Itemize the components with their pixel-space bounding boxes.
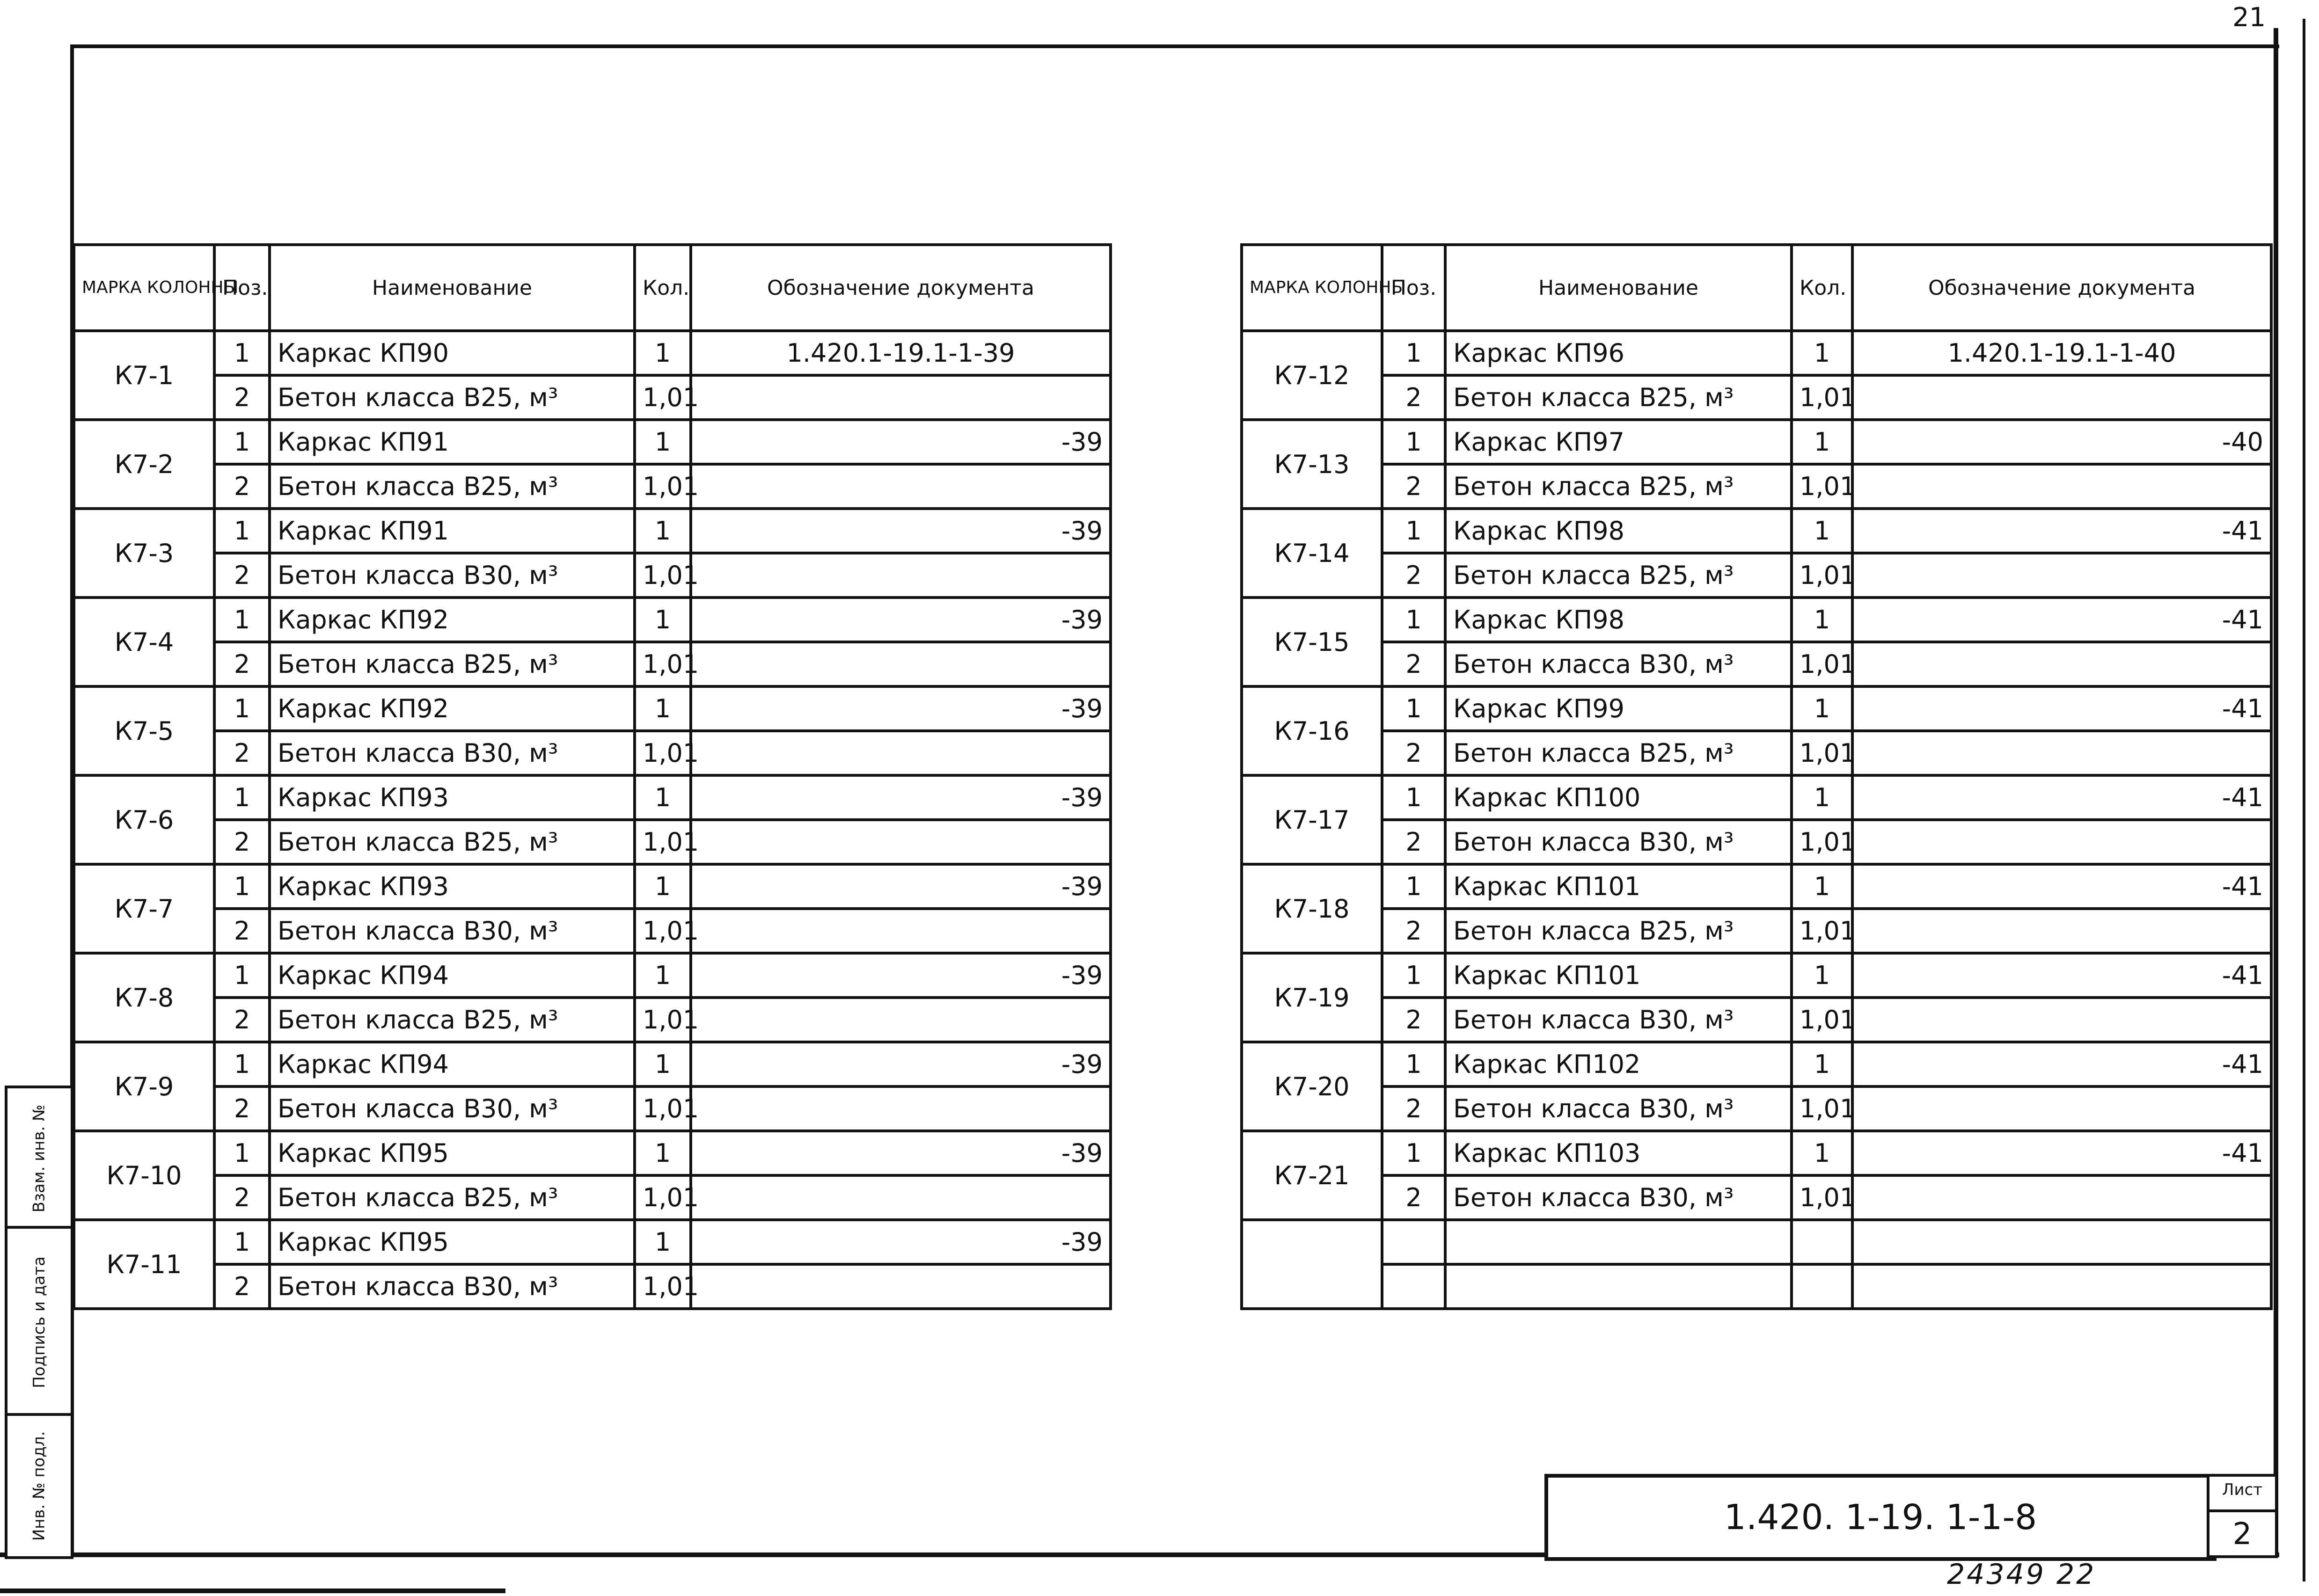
position-cell: 2: [1382, 820, 1445, 864]
document-cell: [1852, 1175, 2271, 1220]
table-row: [1242, 775, 2271, 820]
table-row: [74, 331, 1111, 375]
qty-cell: 1,01: [1792, 998, 1852, 1042]
position-cell: 2: [214, 1175, 270, 1220]
qty-cell: 1,01: [1792, 909, 1852, 953]
position-cell: 2: [1382, 553, 1445, 598]
qty-cell: 1: [1792, 1131, 1852, 1175]
empty-cell: [1382, 1220, 1445, 1264]
column-mark: К7-17: [1242, 775, 1382, 864]
qty-cell: 1: [1792, 331, 1852, 375]
name-cell: Каркас КП95: [270, 1220, 635, 1264]
qty-cell: 1,01: [635, 1264, 691, 1309]
name-cell: Каркас КП102: [1445, 1042, 1792, 1086]
sheet-label: Лист: [2222, 1480, 2263, 1499]
position-cell: 2: [1382, 1086, 1445, 1131]
name-cell: Каркас КП90: [270, 331, 635, 375]
name-cell: Бетон класса В25, м³: [1445, 375, 1792, 420]
position-cell: 2: [1382, 731, 1445, 775]
page-edge-bottom: [0, 1589, 505, 1593]
position-cell: 1: [1382, 1042, 1445, 1086]
name-cell: Бетон класса В30, м³: [270, 1086, 635, 1131]
empty-cell: [1445, 1220, 1792, 1264]
document-cell: 1.420.1-19.1-1-39: [691, 331, 1111, 375]
name-cell: Каркас КП100: [1445, 775, 1792, 820]
table-row: [1242, 509, 2271, 553]
document-cell: [691, 909, 1111, 953]
name-cell: Бетон класса В30, м³: [1445, 1086, 1792, 1131]
name-cell: Каркас КП95: [270, 1131, 635, 1175]
qty-cell: 1: [1792, 686, 1852, 731]
empty-cell: [1792, 1220, 1852, 1264]
empty-row: [1242, 1220, 2271, 1264]
name-cell: Каркас КП101: [1445, 864, 1792, 909]
document-cell: -39: [691, 598, 1111, 642]
qty-cell: 1,01: [635, 998, 691, 1042]
side-label-vzam-inv: Взам. инв. №: [29, 1104, 49, 1213]
position-cell: 2: [214, 1086, 270, 1131]
table-row: [1242, 598, 2271, 642]
name-cell: Каркас КП94: [270, 1042, 635, 1086]
frame-right: [2274, 28, 2278, 1556]
name-cell: Бетон класса В25, м³: [1445, 909, 1792, 953]
table-row: [1242, 1042, 2271, 1086]
name-cell: Каркас КП103: [1445, 1131, 1792, 1175]
qty-cell: 1: [635, 686, 691, 731]
name-cell: Каркас КП98: [1445, 509, 1792, 553]
name-cell: Бетон класса В30, м³: [270, 553, 635, 598]
name-cell: Бетон класса В25, м³: [1445, 731, 1792, 775]
qty-cell: 1,01: [635, 1086, 691, 1131]
table-row: [1242, 1131, 2271, 1175]
document-cell: [1852, 553, 2271, 598]
name-cell: Каркас КП94: [270, 953, 635, 998]
table-row: [74, 464, 1111, 509]
position-cell: 2: [214, 731, 270, 775]
column-mark: К7-14: [1242, 509, 1382, 598]
title-block: [1544, 1474, 2217, 1561]
header-name: Наименование: [270, 245, 635, 331]
name-cell: Бетон класса В25, м³: [270, 820, 635, 864]
position-cell: 2: [214, 464, 270, 509]
document-cell: [691, 464, 1111, 509]
table-row: [74, 864, 1111, 909]
name-cell: Бетон класса В25, м³: [1445, 464, 1792, 509]
column-mark: К7-19: [1242, 953, 1382, 1042]
sheet-number-box: [2207, 1474, 2278, 1558]
qty-cell: 1,01: [1792, 642, 1852, 686]
table-row: [1242, 998, 2271, 1042]
table-row: [74, 1086, 1111, 1131]
side-cell-signature-date: [5, 1226, 73, 1419]
position-cell: 2: [214, 642, 270, 686]
empty-cell: [1792, 1264, 1852, 1309]
qty-cell: 1,01: [635, 553, 691, 598]
empty-cell: [1852, 1264, 2271, 1309]
document-cell: [691, 820, 1111, 864]
name-cell: Каркас КП93: [270, 775, 635, 820]
name-cell: Бетон класса В30, м³: [270, 909, 635, 953]
table-row: [74, 1220, 1111, 1264]
qty-cell: 1,01: [635, 1175, 691, 1220]
qty-cell: 1,01: [635, 820, 691, 864]
position-cell: 2: [214, 820, 270, 864]
qty-cell: 1: [635, 775, 691, 820]
document-designation: 1.420. 1-19. 1-1-8: [1724, 1497, 2037, 1538]
name-cell: Каркас КП99: [1445, 686, 1792, 731]
qty-cell: 1,01: [1792, 464, 1852, 509]
document-cell: [1852, 998, 2271, 1042]
empty-cell: [1445, 1264, 1792, 1309]
qty-cell: 1,01: [1792, 553, 1852, 598]
qty-cell: 1: [635, 1220, 691, 1264]
qty-cell: 1,01: [1792, 820, 1852, 864]
empty-cell: [1852, 1220, 2271, 1264]
document-cell: [1852, 1086, 2271, 1131]
header-mark: МАРКА КОЛОННЫ: [1242, 245, 1382, 331]
position-cell: 1: [214, 864, 270, 909]
position-cell: 1: [214, 686, 270, 731]
document-cell: [691, 1086, 1111, 1131]
table-row: [1242, 909, 2271, 953]
position-cell: 1: [214, 1042, 270, 1086]
qty-cell: 1: [635, 509, 691, 553]
document-cell: -41: [1852, 775, 2271, 820]
qty-cell: 1: [1792, 598, 1852, 642]
table-row: [1242, 1086, 2271, 1131]
position-cell: 2: [1382, 375, 1445, 420]
document-cell: -39: [691, 1131, 1111, 1175]
column-mark: К7-10: [74, 1131, 214, 1220]
document-cell: [691, 1264, 1111, 1309]
document-cell: [1852, 375, 2271, 420]
position-cell: 1: [1382, 1131, 1445, 1175]
name-cell: Бетон класса В25, м³: [270, 1175, 635, 1220]
side-cell-vzam-inv: [5, 1086, 73, 1232]
document-cell: -39: [691, 775, 1111, 820]
column-mark: К7-11: [74, 1220, 214, 1309]
qty-cell: 1,01: [635, 731, 691, 775]
document-cell: -41: [1852, 864, 2271, 909]
table-row: [74, 1042, 1111, 1086]
column-mark: К7-2: [74, 420, 214, 509]
name-cell: Каркас КП92: [270, 598, 635, 642]
table-row: [74, 731, 1111, 775]
header-mark: МАРКА КОЛОННЫ: [74, 245, 214, 331]
document-cell: -39: [691, 509, 1111, 553]
qty-cell: 1,01: [1792, 1175, 1852, 1220]
side-label-signature-date: Подпись и дата: [29, 1256, 49, 1388]
document-cell: [1852, 464, 2271, 509]
position-cell: 1: [214, 420, 270, 464]
position-cell: 1: [214, 331, 270, 375]
header-pos: Поз.: [214, 245, 270, 331]
qty-cell: 1,01: [635, 642, 691, 686]
position-cell: 1: [214, 1131, 270, 1175]
table-row: [1242, 731, 2271, 775]
side-cell-inv-original: [5, 1413, 73, 1559]
qty-cell: 1: [635, 598, 691, 642]
position-cell: 2: [1382, 1175, 1445, 1220]
table-row: [74, 420, 1111, 464]
table-row: [74, 909, 1111, 953]
document-cell: -41: [1852, 686, 2271, 731]
table-row: [74, 1264, 1111, 1309]
position-cell: 1: [1382, 775, 1445, 820]
sheet-box-divider: [2209, 1509, 2275, 1512]
corner-sheet-number: 21: [2232, 2, 2266, 33]
position-cell: 1: [214, 1220, 270, 1264]
column-mark: К7-1: [74, 331, 214, 420]
left-spec-table: [73, 243, 1112, 1310]
document-cell: -41: [1852, 953, 2271, 998]
column-mark: К7-16: [1242, 686, 1382, 775]
document-cell: [691, 642, 1111, 686]
position-cell: 1: [1382, 953, 1445, 998]
right-spec-table: [1240, 243, 2273, 1310]
table-row: [1242, 464, 2271, 509]
name-cell: Бетон класса В30, м³: [270, 731, 635, 775]
name-cell: Каркас КП98: [1445, 598, 1792, 642]
document-cell: -39: [691, 686, 1111, 731]
column-mark: К7-15: [1242, 598, 1382, 686]
column-mark: К7-6: [74, 775, 214, 864]
document-cell: [691, 998, 1111, 1042]
position-cell: 1: [1382, 420, 1445, 464]
qty-cell: 1: [635, 953, 691, 998]
qty-cell: 1: [1792, 1042, 1852, 1086]
position-cell: 2: [214, 553, 270, 598]
column-mark: [1242, 1220, 1382, 1309]
table-row: [74, 820, 1111, 864]
sheet-number: 2: [2232, 1517, 2252, 1552]
position-cell: 1: [1382, 331, 1445, 375]
column-mark: К7-20: [1242, 1042, 1382, 1131]
position-cell: 1: [1382, 864, 1445, 909]
document-cell: [1852, 820, 2271, 864]
qty-cell: 1: [1792, 864, 1852, 909]
column-mark: К7-7: [74, 864, 214, 953]
table-row: [74, 686, 1111, 731]
frame-top: [70, 44, 2279, 48]
qty-cell: 1,01: [1792, 375, 1852, 420]
column-mark: К7-4: [74, 598, 214, 686]
document-cell: [691, 375, 1111, 420]
document-cell: -41: [1852, 1131, 2271, 1175]
header-pos: Поз.: [1382, 245, 1445, 331]
document-cell: -41: [1852, 509, 2271, 553]
table-row: [1242, 820, 2271, 864]
name-cell: Каркас КП93: [270, 864, 635, 909]
column-mark: К7-3: [74, 509, 214, 598]
position-cell: 1: [1382, 509, 1445, 553]
document-cell: -39: [691, 864, 1111, 909]
qty-cell: 1,01: [635, 375, 691, 420]
position-cell: 2: [214, 1264, 270, 1309]
name-cell: Бетон класса В25, м³: [270, 998, 635, 1042]
table-row: [74, 642, 1111, 686]
document-cell: -39: [691, 420, 1111, 464]
table-header-row: [1242, 245, 2271, 331]
table-row: [1242, 864, 2271, 909]
document-cell: 1.420.1-19.1-1-40: [1852, 331, 2271, 375]
header-doc: Обозначение документа: [691, 245, 1111, 331]
table-row: [74, 375, 1111, 420]
name-cell: Каркас КП92: [270, 686, 635, 731]
name-cell: Бетон класса В30, м³: [1445, 642, 1792, 686]
name-cell: Бетон класса В25, м³: [270, 642, 635, 686]
position-cell: 2: [1382, 998, 1445, 1042]
position-cell: 1: [214, 598, 270, 642]
table-row: [1242, 420, 2271, 464]
qty-cell: 1: [1792, 420, 1852, 464]
table-row: [74, 953, 1111, 998]
column-mark: К7-13: [1242, 420, 1382, 509]
qty-cell: 1: [635, 331, 691, 375]
table-row: [74, 509, 1111, 553]
document-cell: [1852, 731, 2271, 775]
header-qty: Кол.: [635, 245, 691, 331]
document-cell: -41: [1852, 598, 2271, 642]
qty-cell: 1: [635, 420, 691, 464]
qty-cell: 1: [635, 1131, 691, 1175]
column-mark: К7-5: [74, 686, 214, 775]
qty-cell: 1: [1792, 953, 1852, 998]
table-row: [1242, 642, 2271, 686]
table-row: [1242, 686, 2271, 731]
document-cell: [691, 553, 1111, 598]
qty-cell: 1,01: [1792, 1086, 1852, 1131]
qty-cell: 1,01: [635, 464, 691, 509]
qty-cell: 1: [1792, 509, 1852, 553]
name-cell: Бетон класса В25, м³: [270, 464, 635, 509]
document-cell: -39: [691, 1042, 1111, 1086]
position-cell: 1: [1382, 686, 1445, 731]
document-cell: -41: [1852, 1042, 2271, 1086]
table-row: [74, 775, 1111, 820]
name-cell: Бетон класса В30, м³: [1445, 998, 1792, 1042]
column-mark: К7-8: [74, 953, 214, 1042]
table-header-row: [74, 245, 1111, 331]
qty-cell: 1: [1792, 775, 1852, 820]
position-cell: 2: [1382, 464, 1445, 509]
position-cell: 1: [1382, 598, 1445, 642]
page-edge-right: [2303, 19, 2305, 1581]
name-cell: Каркас КП91: [270, 509, 635, 553]
position-cell: 1: [214, 953, 270, 998]
table-row: [1242, 331, 2271, 375]
table-row: [1242, 553, 2271, 598]
name-cell: Бетон класса В25, м³: [270, 375, 635, 420]
table-row: [1242, 1175, 2271, 1220]
position-cell: 2: [214, 375, 270, 420]
document-cell: -39: [691, 1220, 1111, 1264]
name-cell: Бетон класса В30, м³: [1445, 820, 1792, 864]
column-mark: К7-12: [1242, 331, 1382, 420]
document-cell: [1852, 642, 2271, 686]
name-cell: Каркас КП101: [1445, 953, 1792, 998]
qty-cell: 1: [635, 1042, 691, 1086]
position-cell: 1: [214, 509, 270, 553]
qty-cell: 1,01: [635, 909, 691, 953]
document-cell: -39: [691, 953, 1111, 998]
document-cell: -40: [1852, 420, 2271, 464]
name-cell: Бетон класса В25, м³: [1445, 553, 1792, 598]
column-mark: К7-21: [1242, 1131, 1382, 1220]
position-cell: 2: [214, 998, 270, 1042]
position-cell: 2: [1382, 642, 1445, 686]
side-label-inv-original: Инв. № подл.: [29, 1431, 49, 1541]
table-row: [74, 998, 1111, 1042]
name-cell: Каркас КП96: [1445, 331, 1792, 375]
header-name: Наименование: [1445, 245, 1792, 331]
column-mark: К7-9: [74, 1042, 214, 1131]
name-cell: Бетон класса В30, м³: [270, 1264, 635, 1309]
table-row: [74, 1175, 1111, 1220]
document-cell: [691, 1175, 1111, 1220]
column-mark: К7-18: [1242, 864, 1382, 953]
qty-cell: 1: [635, 864, 691, 909]
name-cell: Каркас КП97: [1445, 420, 1792, 464]
empty-row: [1242, 1264, 2271, 1309]
footer-archive-number: 24349 22: [1947, 1558, 2096, 1591]
table-row: [1242, 953, 2271, 998]
name-cell: Каркас КП91: [270, 420, 635, 464]
document-cell: [1852, 909, 2271, 953]
position-cell: 1: [214, 775, 270, 820]
table-row: [1242, 375, 2271, 420]
name-cell: Бетон класса В30, м³: [1445, 1175, 1792, 1220]
header-doc: Обозначение документа: [1852, 245, 2271, 331]
document-cell: [691, 731, 1111, 775]
header-qty: Кол.: [1792, 245, 1852, 331]
table-row: [74, 598, 1111, 642]
qty-cell: 1,01: [1792, 731, 1852, 775]
empty-cell: [1382, 1264, 1445, 1309]
table-row: [74, 553, 1111, 598]
table-row: [74, 1131, 1111, 1175]
position-cell: 2: [214, 909, 270, 953]
position-cell: 2: [1382, 909, 1445, 953]
